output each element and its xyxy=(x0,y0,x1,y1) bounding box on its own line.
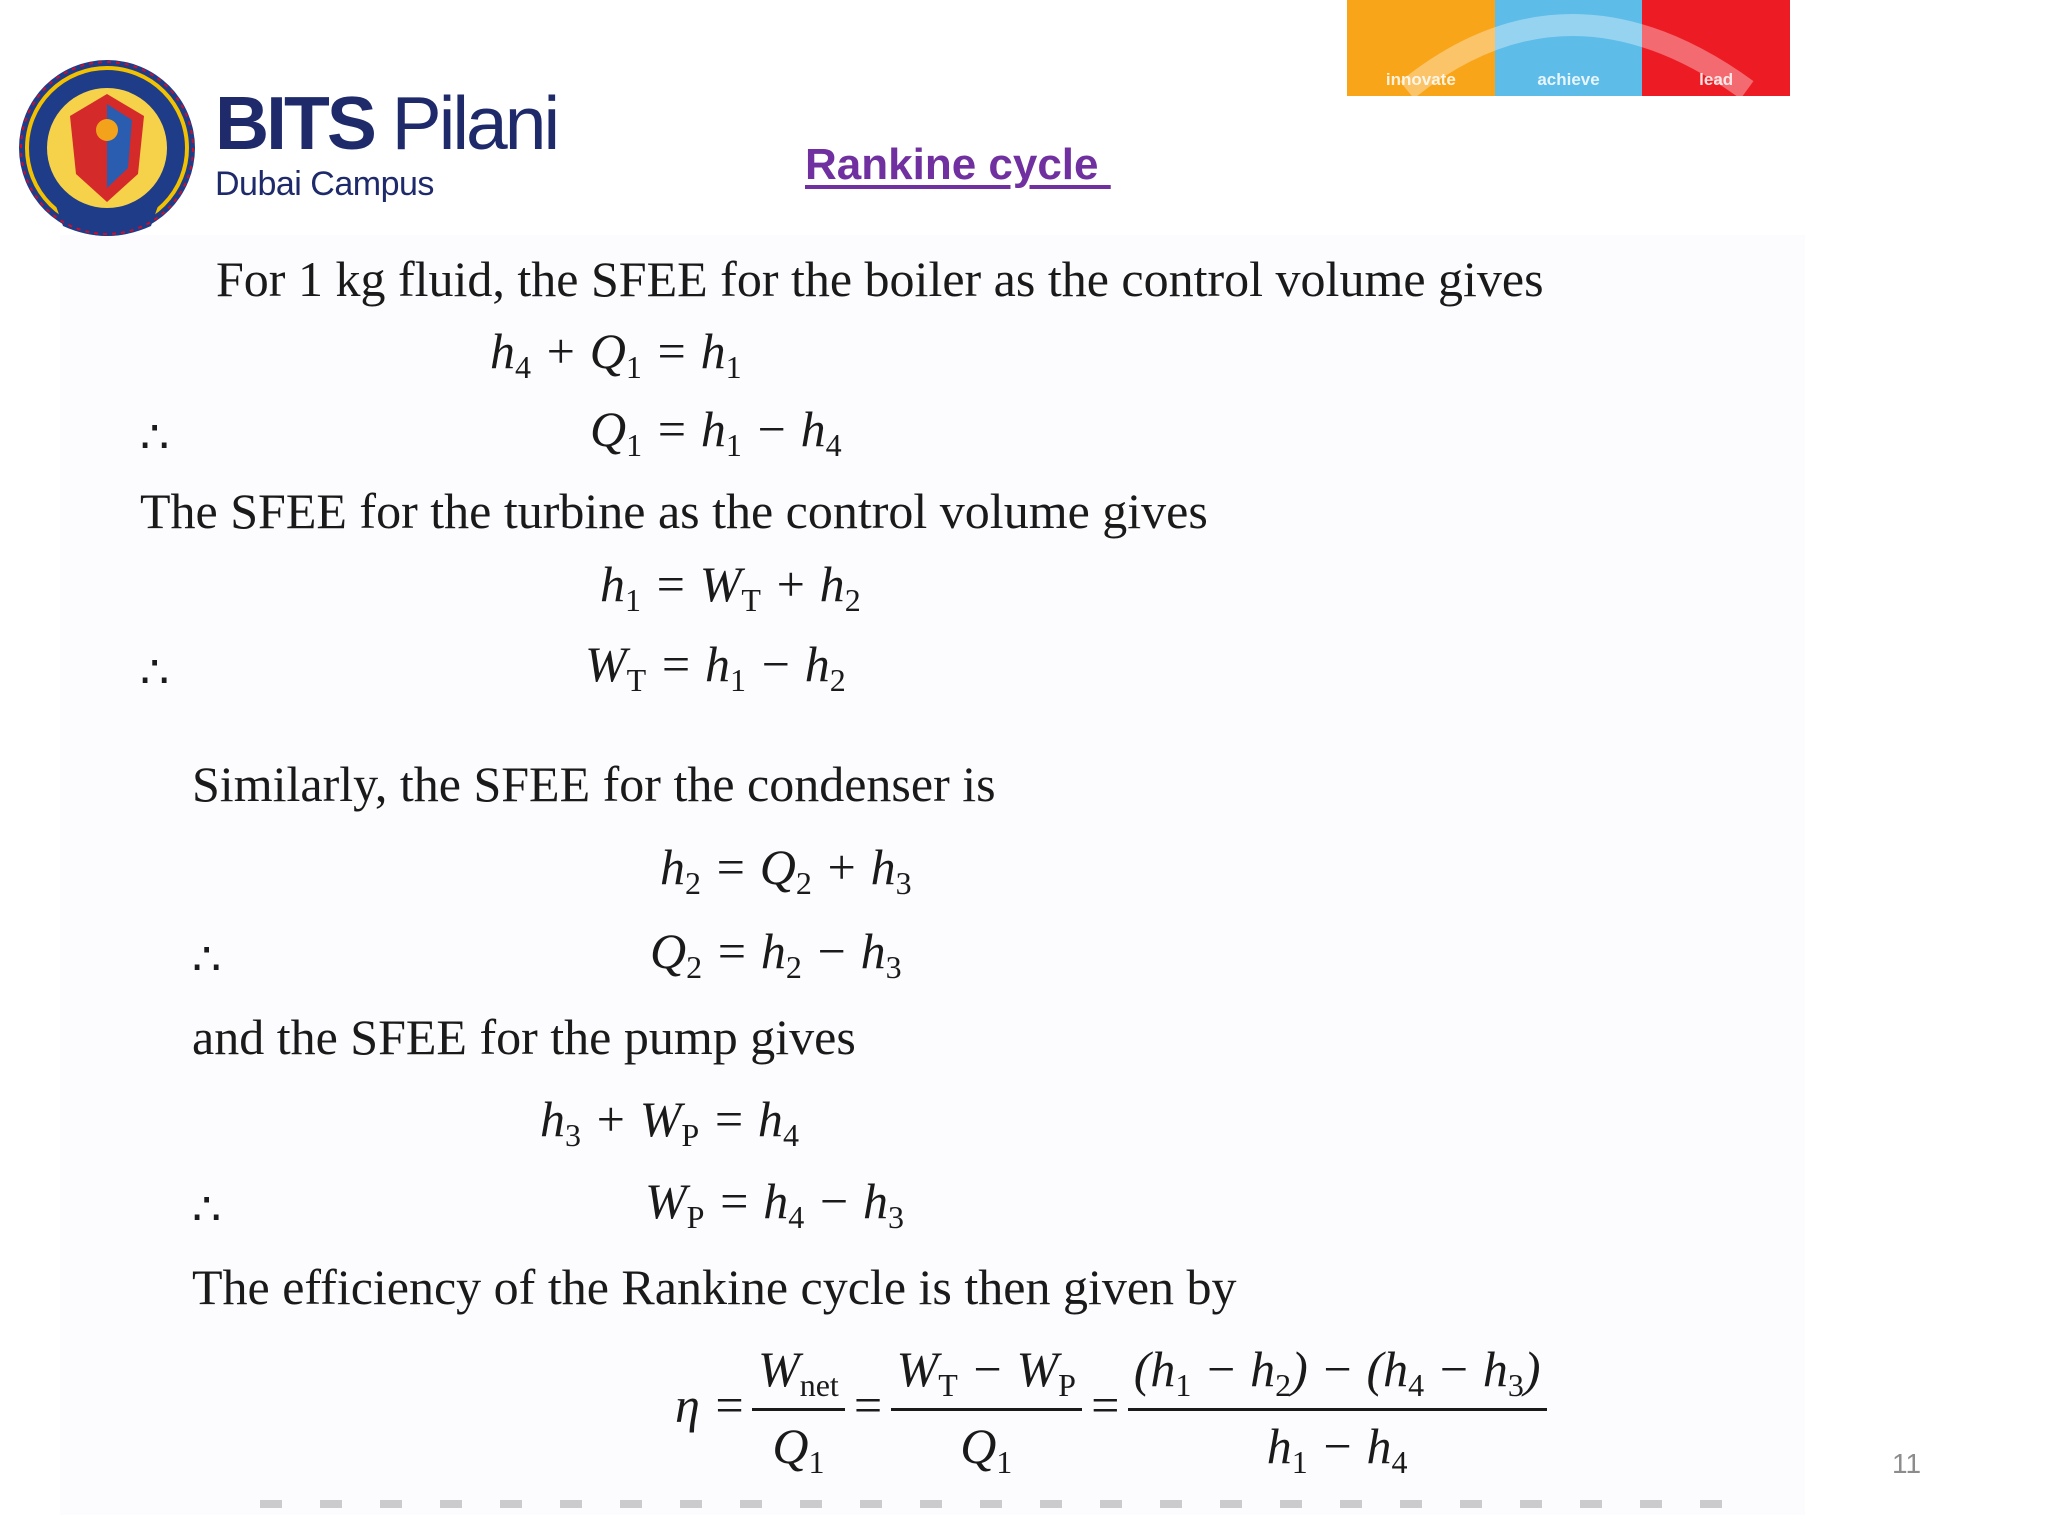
text-turbine: The SFEE for the turbine as the control volume gives xyxy=(140,483,1208,539)
eq-turbine-energy: $h_1 = W_T + h_2$ xyxy=(600,556,861,618)
brand-name xyxy=(215,81,558,165)
tagline-lead xyxy=(1642,0,1790,96)
tagline-banner xyxy=(1347,0,1790,96)
brand-name-rest: Pilani xyxy=(373,81,558,165)
brand-subtitle: Dubai Campus xyxy=(215,165,434,203)
text-condenser: Similarly, the SFEE for the condenser is xyxy=(192,756,996,812)
eq-heat-supplied: $Q_1 = h_1 - h_4$ xyxy=(590,401,842,463)
eq-pump-energy: $h_3 + W_P = h_4$ xyxy=(540,1091,799,1153)
therefore-2: ∴ xyxy=(140,647,170,698)
eq-condenser-energy: $h_2 = Q_2 + h_3$ xyxy=(660,839,912,901)
eq-pump-work: $W_P = h_4 - h_3$ xyxy=(645,1173,904,1235)
eq-boiler-energy: $h_4 + Q_1 = h_1$ xyxy=(490,323,742,385)
text-boiler: For 1 kg fluid, the SFEE for the boiler as the control volume gives xyxy=(216,251,1544,307)
therefore-1: ∴ xyxy=(140,412,170,463)
tagline-lead-label: lead xyxy=(1699,70,1734,89)
cut-off-text-line xyxy=(260,1500,1760,1508)
eq-turbine-work: $W_T = h_1 - h_2$ xyxy=(585,636,846,698)
eq-heat-rejected: $Q_2 = h_2 - h_3$ xyxy=(650,923,902,985)
tagline-innovate xyxy=(1347,0,1495,96)
slide-title: Rankine cycle xyxy=(805,140,1111,189)
page-number: 11 xyxy=(1892,1448,1922,1479)
therefore-4: ∴ xyxy=(192,1184,222,1235)
tagline-innovate-label: innovate xyxy=(1385,70,1456,89)
tagline-achieve-label: achieve xyxy=(1537,70,1600,89)
tagline-achieve xyxy=(1495,0,1643,96)
text-efficiency: The efficiency of the Rankine cycle is then given by xyxy=(192,1259,1237,1315)
eq-rankine-efficiency: η = $\frac{W_{net}}{Q_1}$ = $\frac{W_T - W_P}{Q_1}$ = $\frac{(h_1 - h_2) - (h_4 - h_3)}{h_1 - h_4}$ xyxy=(675,1340,1553,1481)
slide-body xyxy=(60,235,1805,1515)
brand-name-bold: BITS xyxy=(215,81,374,165)
bits-seal-logo xyxy=(16,56,198,244)
text-pump: and the SFEE for the pump gives xyxy=(192,1009,856,1065)
brand-block xyxy=(215,81,558,204)
therefore-3: ∴ xyxy=(192,934,222,985)
